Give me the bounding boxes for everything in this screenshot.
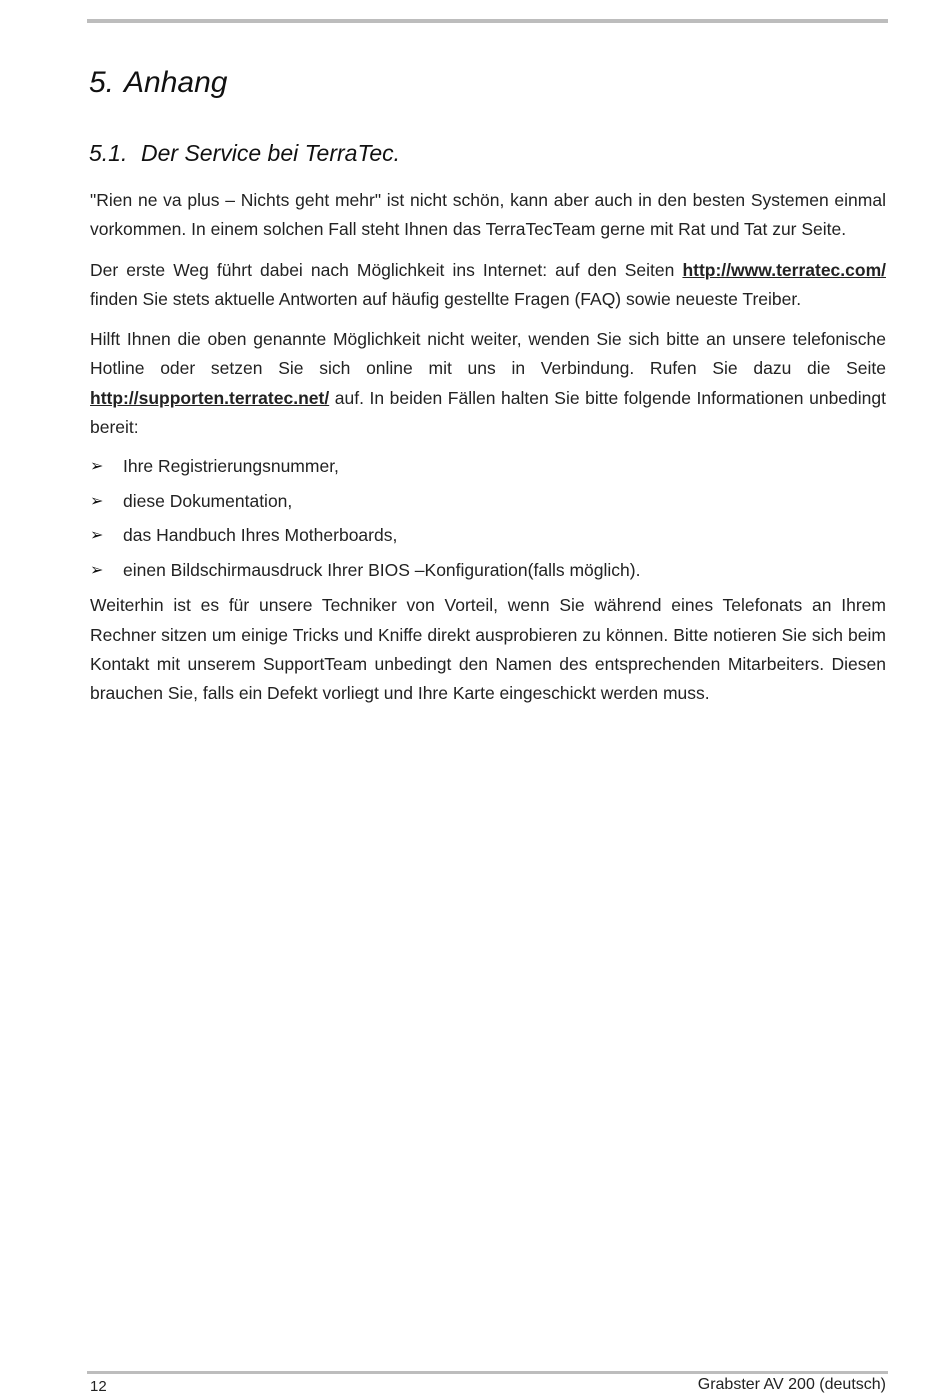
section-number: 5. — [89, 66, 115, 99]
body-content — [90, 186, 886, 720]
list-item-text: das Handbuch Ihres Motherboards, — [123, 525, 398, 546]
paragraph-technician: Weiterhin ist es für unsere Techniker von Vorteil, wenn Sie während eines Telefonats an Ihrem Rechner sitzen um einige Tricks und Kniffe direkt ausprobieren zu können. Bitte notieren Sie sich beim Kontakt mit unserem SupportTeam unbedingt den Namen des entsprechenden Mitarbeiters. Diesen brauchen Sie, falls ein Defekt vorliegt und Ihre Karte eingeschickt werden muss. — [90, 595, 886, 704]
footer-rule — [87, 1371, 888, 1374]
subsection-heading — [89, 140, 400, 167]
paragraph-internet-text-a: Der erste Weg führt dabei nach Möglichkeit ins Internet: auf den Seiten — [90, 259, 683, 280]
list-item-text: Ihre Registrierungsnummer, — [123, 456, 339, 477]
arrow-bullet-icon: ➢ — [90, 561, 104, 579]
section-heading — [89, 66, 227, 100]
subsection-title: Der Service bei TerraTec. — [141, 140, 401, 166]
list-item — [90, 557, 886, 584]
paragraph-internet — [90, 256, 886, 315]
list-item-text: einen Bildschirmausdruck Ihrer BIOS –Konfiguration(falls möglich). — [123, 559, 641, 580]
page-number: 12 — [90, 1378, 107, 1395]
header-rule — [87, 19, 888, 23]
arrow-bullet-icon: ➢ — [90, 527, 104, 545]
paragraph-internet-text-b: finden Sie stets aktuelle Antworten auf häufig gestellte Fragen (FAQ) sowie neueste Treiber. — [90, 288, 802, 309]
paragraph-hotline-text-b: auf. In beiden Fällen halten Sie bitte folgende Informationen unbedingt bereit: — [90, 387, 886, 438]
terratec-website-link[interactable]: http://www.terratec.com/ — [682, 259, 886, 280]
subsection-number: 5.1. — [89, 140, 128, 166]
manual-title: Grabster AV 200 (deutsch) — [697, 1376, 886, 1393]
required-info-list — [90, 453, 886, 584]
section-title: Anhang — [124, 66, 228, 99]
paragraph-hotline — [90, 325, 886, 442]
list-item — [90, 453, 886, 480]
support-website-link[interactable]: http://supporten.terratec.net/ — [90, 387, 330, 408]
arrow-bullet-icon: ➢ — [90, 492, 104, 510]
list-item-text: diese Dokumentation, — [123, 490, 293, 511]
paragraph-hotline-text-a: Hilft Ihnen die oben genannte Möglichkeit nicht weiter, wenden Sie sich bitte an unsere telefonische Hotline oder setzen Sie sich online mit uns in Verbindung. Rufen Sie dazu die Seite — [90, 329, 886, 379]
paragraph-intro: "Rien ne va plus – Nichts geht mehr" ist nicht schön, kann aber auch in den besten Systemen einmal vorkommen. In einem solchen Fall steht Ihnen das TerraTecTeam gerne mit Rat und Tat zur Seite. — [90, 190, 886, 240]
list-item — [90, 522, 886, 549]
list-item — [90, 488, 886, 515]
arrow-bullet-icon: ➢ — [90, 458, 104, 476]
